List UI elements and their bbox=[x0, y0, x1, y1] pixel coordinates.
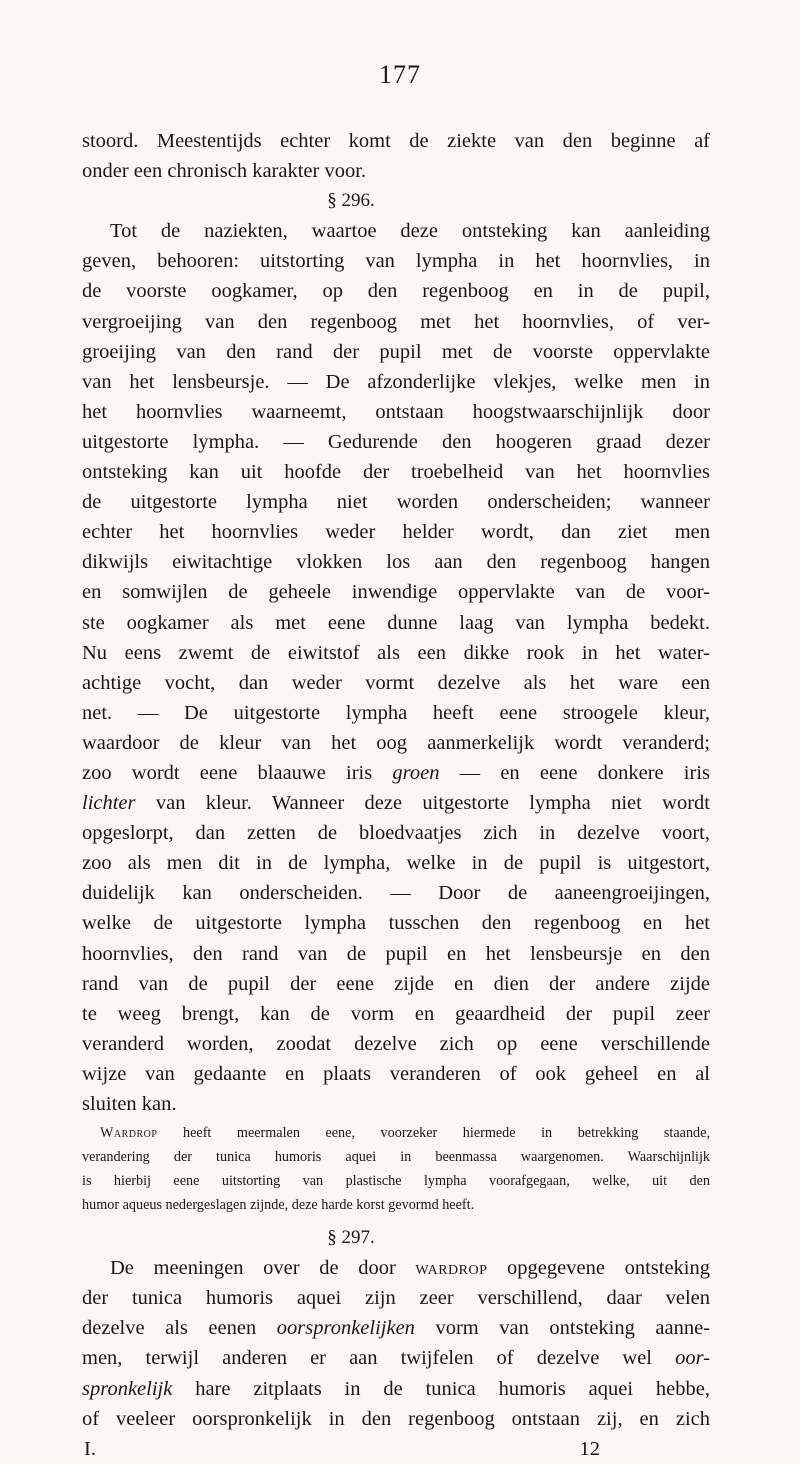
text-line bbox=[82, 1253, 710, 1283]
text-run: hare zitplaats in de tunica humoris aquei hebbe, bbox=[172, 1377, 710, 1400]
text-line: opgeslorpt, dan zetten de bloedvaatjes zich in dezelve voort, bbox=[82, 822, 710, 845]
text-run: men, terwijl anderen er aan twijfelen of dezelve wel bbox=[82, 1347, 676, 1370]
text-line: te weeg brengt, kan de vorm en geaardheid der pupil zeer bbox=[82, 1002, 710, 1025]
text-run: zoo wordt eene blaauwe iris bbox=[82, 761, 393, 784]
text-line bbox=[82, 1374, 710, 1404]
text-run: opgegevene ontsteking bbox=[487, 1257, 710, 1280]
text-run: heeft meermalen eene, voorzeker hiermede in betrekking staande, bbox=[157, 1125, 710, 1142]
text-run: De meeningen over de door bbox=[110, 1257, 416, 1280]
note-line bbox=[82, 1121, 710, 1145]
text-line: de voorste oogkamer, op den regenboog en in de pupil, bbox=[82, 280, 710, 303]
text-line: stoord. Meestentijds echter komt de ziekte van den beginne af bbox=[82, 130, 710, 152]
italic-term: lichter bbox=[82, 792, 136, 815]
text-run: van kleur. Wanneer deze uitgestorte lympha niet wordt bbox=[135, 792, 710, 815]
text-line: der tunica humoris aquei zijn zeer verschillend, daar velen bbox=[82, 1287, 710, 1310]
body-text bbox=[82, 126, 710, 1464]
text-run: vorm van ontsteking aanne- bbox=[414, 1317, 710, 1340]
text-line: het hoornvlies waarneemt, ontstaan hoogstwaarschijnlijk door bbox=[82, 400, 710, 423]
section-heading-296: § 296. bbox=[327, 190, 375, 212]
text-line: uitgestorte lympha. — Gedurende den hoogeren graad dezer bbox=[82, 430, 710, 453]
text-line: zoo als men dit in de lympha, welke in de pupil is uitgestort, bbox=[82, 852, 710, 875]
text-line: geven, behooren: uitstorting van lympha in het hoornvlies, in bbox=[82, 250, 710, 273]
text-line bbox=[82, 1343, 710, 1373]
text-line bbox=[82, 1313, 710, 1343]
text-line: veranderd worden, zoodat dezelve zich op eene verschillende bbox=[82, 1032, 710, 1055]
text-line: echter het hoornvlies weder helder wordt, dan ziet men bbox=[82, 521, 710, 544]
italic-term: spronkelijk bbox=[82, 1377, 173, 1400]
small-print-note bbox=[82, 1121, 710, 1217]
note-line: is hierbij eene uitstorting van plastische lympha voorafgegaan, welke, uit den bbox=[82, 1173, 710, 1190]
text-line: achtige vocht, dan weder vormt dezelve als het ware een bbox=[82, 671, 710, 694]
signature-mark: I. bbox=[84, 1437, 96, 1460]
text-line: groeijing van den rand der pupil met de voorste oppervlakte bbox=[82, 340, 710, 363]
text-line bbox=[82, 788, 710, 818]
text-line: net. — De uitgestorte lympha heeft eene stroogele kleur, bbox=[82, 701, 710, 724]
text-run: dezelve als eenen bbox=[82, 1317, 277, 1340]
text-line bbox=[82, 758, 710, 788]
text-line: ste oogkamer als met eene dunne laag van lympha bedekt. bbox=[82, 611, 710, 634]
italic-term: oorspronkelijken bbox=[276, 1317, 415, 1340]
text-line: duidelijk kan onderscheiden. — Door de aaneengroeijingen, bbox=[82, 882, 710, 905]
note-line: verandering der tunica humoris aquei in beenmassa waargenomen. Waarschijnlijk bbox=[82, 1149, 710, 1166]
author-name: Wardrop bbox=[100, 1125, 158, 1142]
section-heading-297: § 297. bbox=[327, 1227, 375, 1249]
page-footer bbox=[82, 1434, 710, 1464]
text-line: sluiten kan. bbox=[82, 1093, 177, 1115]
text-line: wijze van gedaante en plaats veranderen of ook geheel en al bbox=[82, 1062, 710, 1085]
italic-term: groen bbox=[392, 761, 440, 784]
sheet-number: 12 bbox=[579, 1437, 600, 1460]
text-line: rand van de pupil der eene zijde en dien der andere zijde bbox=[82, 972, 710, 995]
note-line: humor aqueus nedergeslagen zijnde, deze harde korst gevormd heeft. bbox=[82, 1197, 475, 1214]
text-line: of veeleer oorspronkelijk in den regenboog ontstaan zij, en zich bbox=[82, 1407, 710, 1430]
text-line: dikwijls eiwitachtige vlokken los aan den regenboog hangen bbox=[82, 551, 710, 574]
text-line: ontsteking kan uit hoofde der troebelheid van het hoornvlies bbox=[82, 461, 710, 484]
text-line: onder een chronisch karakter voor. bbox=[82, 160, 367, 183]
text-run: — en eene donkere iris bbox=[439, 761, 710, 784]
page-number: 177 bbox=[379, 60, 421, 89]
text-line: de uitgestorte lympha niet worden onderscheiden; wanneer bbox=[82, 491, 710, 514]
text-line: Nu eens zwemt de eiwitstof als een dikke rook in het water- bbox=[82, 641, 710, 664]
text-line: van het lensbeursje. — De afzonderlijke vlekjes, welke men in bbox=[82, 370, 710, 393]
text-line: vergroeijing van den regenboog met het hoornvlies, of ver- bbox=[82, 310, 710, 333]
text-line: waardoor de kleur van het oog aanmerkelijk wordt veranderd; bbox=[82, 731, 710, 754]
text-line: en somwijlen de geheele inwendige oppervlakte van de voor- bbox=[82, 581, 710, 604]
author-name: wardrop bbox=[415, 1257, 488, 1280]
italic-term: oor- bbox=[675, 1347, 710, 1370]
text-line: welke de uitgestorte lympha tusschen den regenboog en het bbox=[82, 912, 710, 935]
text-line: hoornvlies, den rand van de pupil en het lensbeursje en den bbox=[82, 942, 710, 965]
text-line: Tot de naziekten, waartoe deze ontsteking kan aanleiding bbox=[110, 220, 710, 243]
